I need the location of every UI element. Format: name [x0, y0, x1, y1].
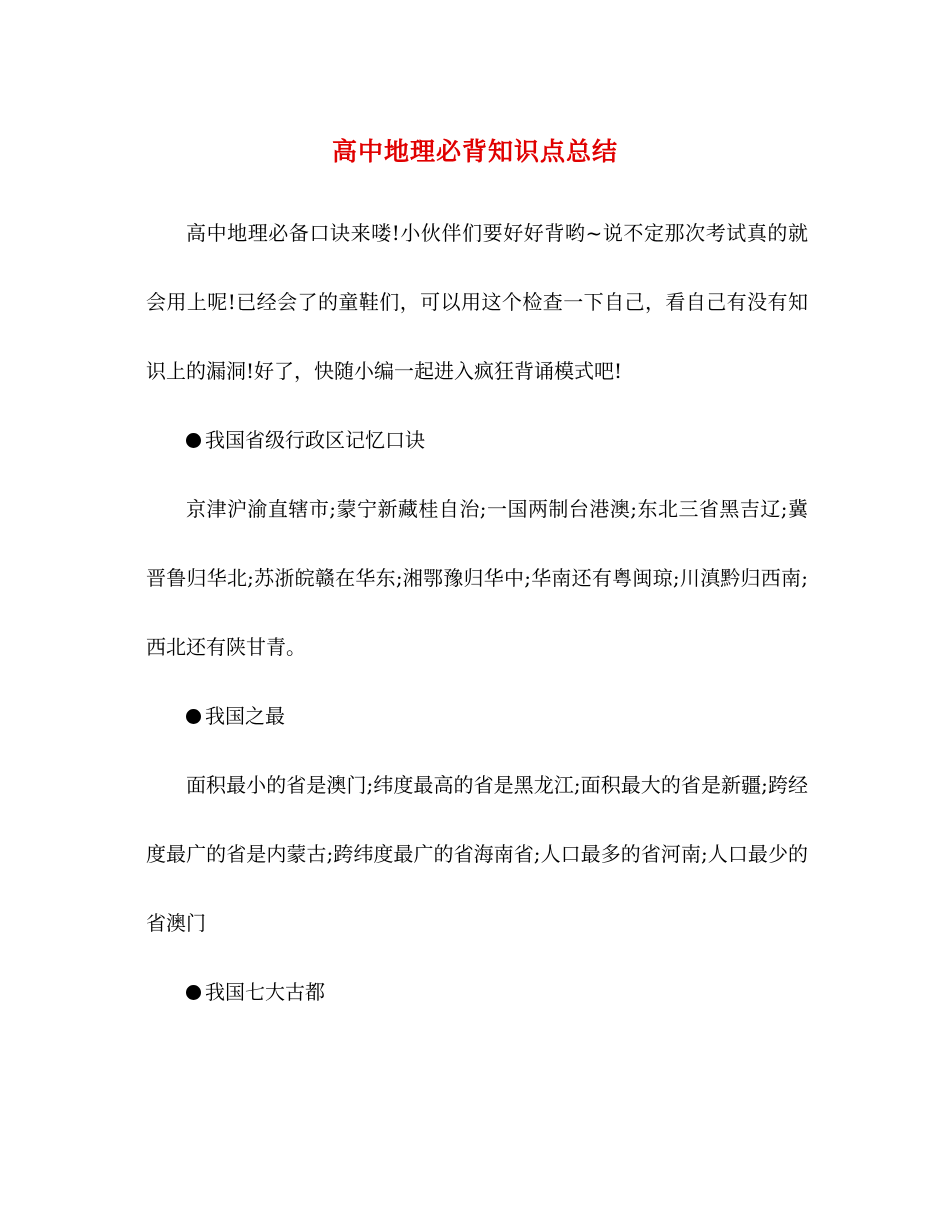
section-heading: [146, 958, 808, 1027]
document-body: [146, 199, 808, 1027]
section-heading: [146, 406, 808, 475]
intro-paragraph: 高中地理必备口诀来喽!小伙伴们要好好背哟~说不定那次考试真的就会用上呢!已经会了的童鞋们，可以用这个检查一下自己，看自己有没有知识上的漏洞!好了，快随小编一起进入疯狂背诵模式吧!: [146, 221, 808, 383]
section-heading-text: 我国之最: [205, 704, 285, 728]
bullet-icon: [186, 433, 201, 448]
bullet-icon: [186, 985, 201, 1000]
section-paragraph: 面积最小的省是澳门;纬度最高的省是黑龙江;面积最大的省是新疆;跨经度最广的省是内蒙古;跨纬度最广的省海南省;人口最多的省河南;人口最少的省澳门: [146, 773, 808, 935]
section-heading-text: 我国省级行政区记忆口诀: [205, 428, 425, 452]
section-heading-text: 我国七大古都: [205, 980, 325, 1004]
document-title: 高中地理必背知识点总结: [331, 137, 618, 166]
section-paragraph: 京津沪渝直辖市;蒙宁新藏桂自治;一国两制台港澳;东北三省黑吉辽;冀晋鲁归华北;苏浙皖赣在华东;湘鄂豫归华中;华南还有粤闽琼;川滇黔归西南;西北还有陕甘青。: [146, 497, 808, 659]
section-heading: [146, 682, 808, 751]
bullet-icon: [186, 709, 201, 724]
